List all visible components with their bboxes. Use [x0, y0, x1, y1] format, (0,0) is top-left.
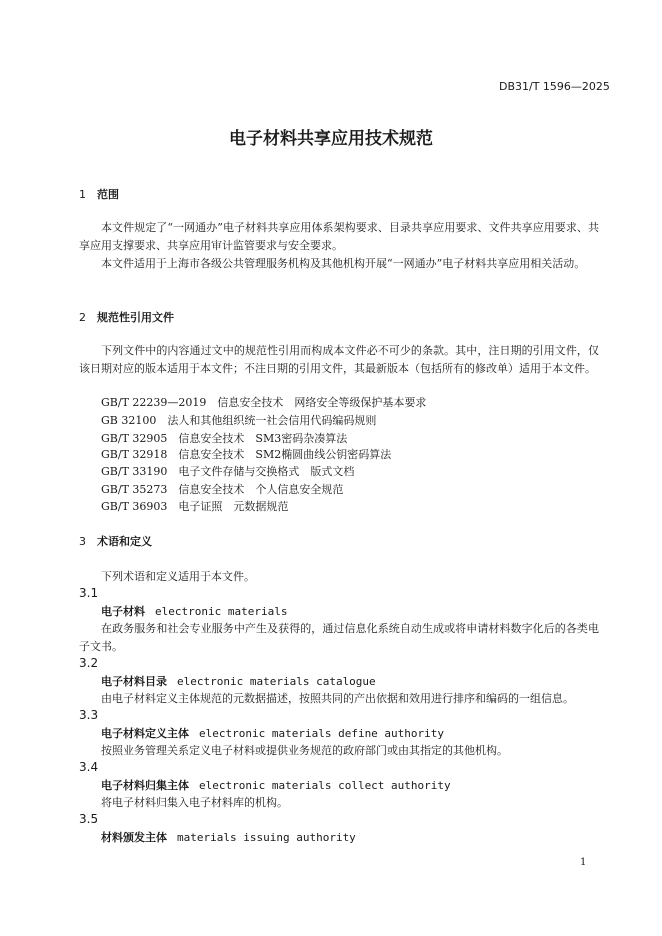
term-definition: 将电子材料归集入电子材料库的机构。	[101, 796, 288, 809]
term-english: electronic materials catalogue	[177, 675, 376, 688]
section-3-heading	[79, 533, 152, 549]
term-number: 3.1	[79, 586, 99, 600]
reference-item: GB/T 33190 电子文件存储与交换格式 版式文档	[101, 465, 355, 478]
section-2-heading	[79, 309, 174, 325]
terms-intro: 下列术语和定义适用于本文件。	[101, 570, 255, 583]
term-chinese: 电子材料归集主体	[101, 779, 189, 792]
term-heading	[101, 725, 444, 741]
term-english: electronic materials	[155, 605, 288, 618]
term-english: materials issuing authority	[177, 831, 356, 844]
reference-item: GB/T 35273 信息安全技术 个人信息安全规范	[101, 483, 344, 496]
term-heading	[101, 673, 376, 689]
section-title: 术语和定义	[97, 535, 152, 548]
reference-item: GB/T 36903 电子证照 元数据规范	[101, 500, 289, 513]
standard-number: DB31/T 1596—2025	[499, 80, 610, 93]
term-definition: 在政务服务和社会专业服务中产生及获得的，通过信息化系统自动生成或将申请材料数字化后的各类电子文书。	[79, 622, 599, 653]
section-number: 2	[79, 311, 86, 324]
reference-item: GB 32100 法人和其他组织统一社会信用代码编码规则	[101, 414, 377, 427]
page-number: 1	[580, 857, 587, 868]
term-chinese: 电子材料定义主体	[101, 727, 189, 740]
term-chinese: 电子材料目录	[101, 675, 167, 688]
document-title: 电子材料共享应用技术规范	[229, 129, 433, 149]
term-english: electronic materials define authority	[199, 727, 445, 740]
scope-paragraph-1: 本文件规定了“一网通办”电子材料共享应用体系架构要求、目录共享应用要求、文件共享应用要求、共享应用支撑要求、共享应用审计监管要求与安全要求。	[79, 221, 599, 252]
term-number: 3.4	[79, 760, 99, 774]
term-number: 3.3	[79, 708, 99, 722]
reference-item: GB/T 32905 信息安全技术 SM3密码杂凑算法	[101, 432, 348, 445]
term-definition: 由电子材料定义主体规范的元数据描述，按照共同的产出依据和效用进行排序和编码的一组信息。	[101, 692, 574, 705]
reference-item: GB/T 32918 信息安全技术 SM2椭圆曲线公钥密码算法	[101, 448, 392, 461]
references-intro: 下列文件中的内容通过文中的规范性引用而构成本文件必不可少的条款。其中，注日期的引用文件，仅该日期对应的版本适用于本文件；不注日期的引用文件，其最新版本（包括所有的修改单）适用于本文件。	[79, 344, 599, 375]
section-1-heading	[79, 186, 119, 202]
section-title: 范围	[97, 188, 119, 201]
reference-item: GB/T 22239—2019 信息安全技术 网络安全等级保护基本要求	[101, 396, 427, 409]
term-chinese: 材料颁发主体	[101, 831, 167, 844]
scope-paragraph-2: 本文件适用于上海市各级公共管理服务机构及其他机构开展“一网通办”电子材料共享应用相关活动。	[101, 257, 586, 270]
term-number: 3.5	[79, 812, 99, 826]
term-definition: 按照业务管理关系定义电子材料或提供业务规范的政府部门或由其指定的其他机构。	[101, 744, 508, 757]
term-heading	[101, 777, 451, 793]
term-number: 3.2	[79, 656, 99, 670]
section-number: 1	[79, 188, 86, 201]
term-heading	[101, 829, 356, 845]
term-chinese: 电子材料	[101, 605, 145, 618]
term-english: electronic materials collect authority	[199, 779, 451, 792]
section-number: 3	[79, 535, 86, 548]
section-title: 规范性引用文件	[97, 311, 174, 324]
term-heading	[101, 603, 287, 619]
